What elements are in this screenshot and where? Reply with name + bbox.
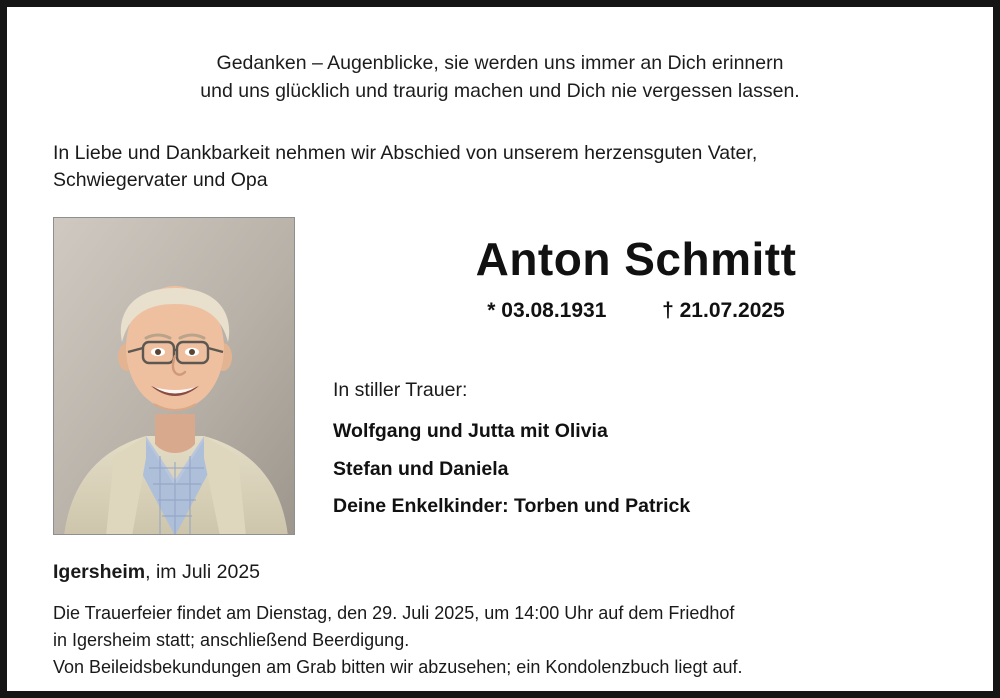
motto-line-1: Gedanken – Augenblicke, sie werden uns immer an Dich erinnern bbox=[216, 52, 784, 74]
survivor-line: Wolfgang und Jutta mit Olivia bbox=[333, 420, 608, 443]
service-line-1: Die Trauerfeier findet am Dienstag, den 29. Juli 2025, um 14:00 Uhr auf dem Friedhof bbox=[53, 602, 735, 623]
mourning-label: In stiller Trauer: bbox=[333, 379, 468, 402]
birth-symbol: * bbox=[487, 299, 496, 323]
deceased-name: Anton Schmitt bbox=[475, 232, 797, 285]
place-name: Igersheim bbox=[53, 560, 146, 583]
obituary-content bbox=[7, 7, 993, 691]
birth-date: 03.08.1931 bbox=[501, 299, 607, 323]
place-suffix: , im Juli 2025 bbox=[145, 560, 261, 583]
survivors-list bbox=[333, 422, 947, 517]
name-block bbox=[297, 217, 947, 517]
life-dates bbox=[333, 299, 947, 323]
service-line-3: Von Beileidsbekundungen am Grab bitten wir abzusehen; ein Kondolenzbuch liegt auf. bbox=[53, 656, 743, 677]
place-and-date bbox=[53, 561, 947, 584]
motto bbox=[53, 49, 947, 106]
intro-text bbox=[53, 140, 947, 195]
death-symbol: † bbox=[662, 299, 674, 323]
portrait-photo bbox=[53, 217, 295, 535]
death-date: 21.07.2025 bbox=[679, 299, 785, 323]
portrait-container bbox=[53, 217, 297, 535]
service-line-2: in Igersheim statt; anschließend Beerdigung. bbox=[53, 629, 410, 650]
survivor-line: Stefan und Daniela bbox=[333, 457, 509, 480]
portrait-and-name-block bbox=[53, 217, 947, 535]
survivor-line: Deine Enkelkinder: Torben und Patrick bbox=[333, 495, 691, 518]
motto-line-2: und uns glücklich und traurig machen und Dich nie vergessen lassen. bbox=[200, 80, 800, 103]
intro-line-1: In Liebe und Dankbarkeit nehmen wir Abschied von unserem herzensguten Vater, bbox=[53, 141, 758, 164]
service-details bbox=[53, 600, 947, 681]
intro-line-2: Schwiegervater und Opa bbox=[53, 169, 268, 192]
